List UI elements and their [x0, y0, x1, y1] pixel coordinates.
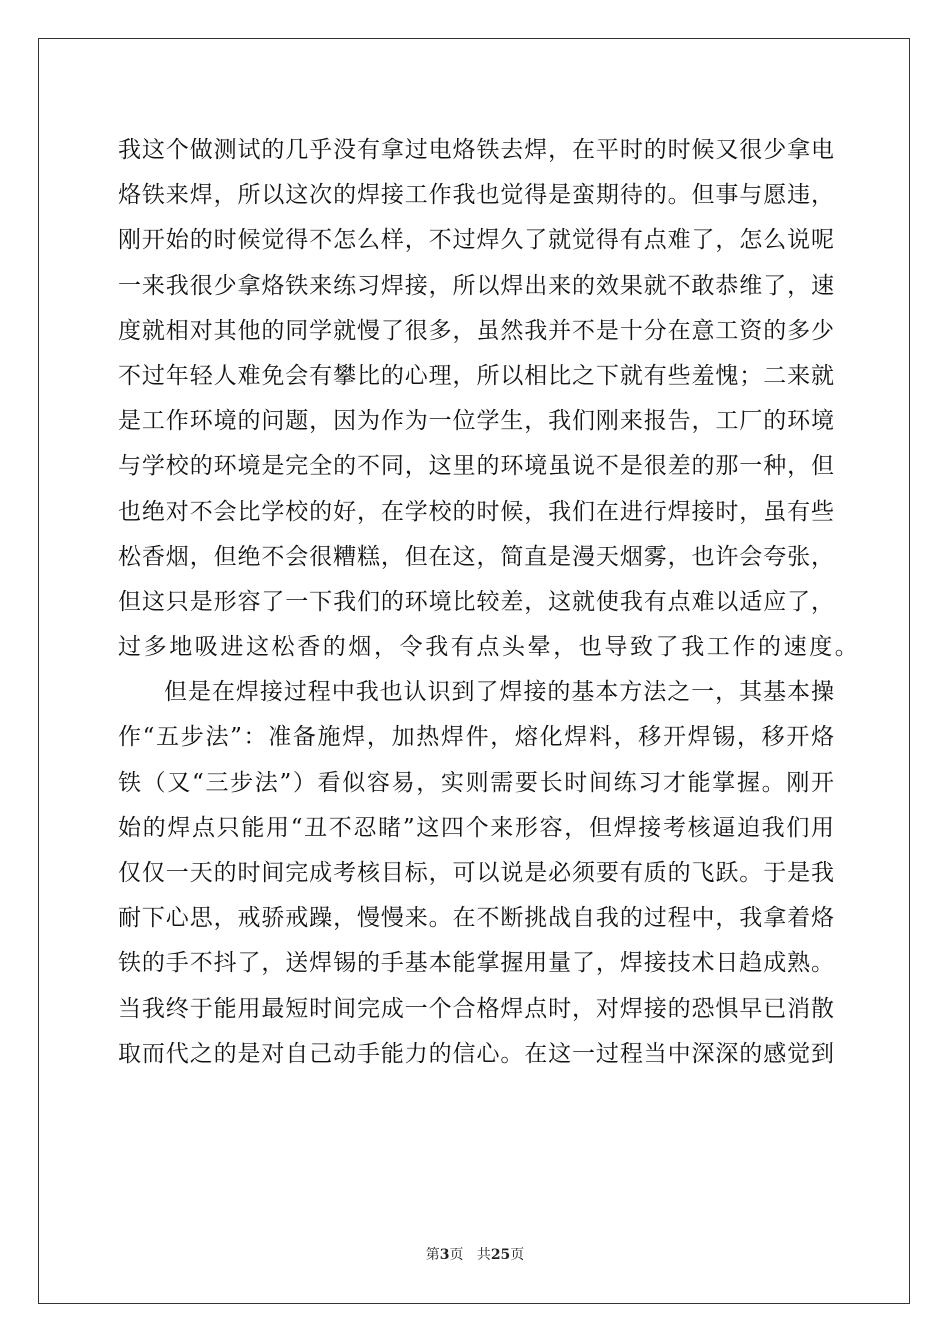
text-line: 不过年轻人难免会有攀比的心理，所以相比之下就有些羞愧；二来就: [118, 362, 834, 389]
document-body: [118, 128, 861, 1077]
text-line: 作“五步法”：准备施焊，加热焊件，熔化焊料，移开焊锡，移开烙: [118, 724, 834, 751]
footer-total-unit: 页: [510, 1247, 525, 1263]
current-page-number: 3: [439, 1247, 450, 1263]
footer-total-prefix: 共: [476, 1247, 491, 1263]
text-line: 度就相对其他的同学就慢了很多，虽然我并不是十分在意工资的多少: [118, 317, 834, 344]
page-footer: [0, 1244, 950, 1264]
text-line: 当我终于能用最短时间完成一个合格焊点时，对焊接的恐惧早已消散: [118, 995, 834, 1022]
total-pages-number: 25: [490, 1247, 511, 1263]
text-line: 是工作环境的问题，因为作为一位学生，我们刚来报告，工厂的环境: [118, 408, 834, 435]
footer-prefix: 第: [425, 1247, 440, 1263]
text-line: 烙铁来焊，所以这次的焊接工作我也觉得是蛮期待的。但事与愿违，: [118, 182, 834, 209]
text-line: 与学校的环境是完全的不同，这里的环境虽说不是很差的那一种，但: [118, 453, 834, 480]
text-line: 取而代之的是对自己动手能力的信心。在这一过程当中深深的感觉到: [118, 1040, 834, 1067]
text-line: 仅仅一天的时间完成考核目标，可以说是必须要有质的飞跃。于是我: [118, 860, 834, 886]
text-line: 一来我很少拿烙铁来练习焊接，所以焊出来的效果就不敢恭维了，速: [118, 272, 834, 299]
paragraph-1: [118, 128, 861, 670]
text-line: 我这个做测试的几乎没有拿过电烙铁去焊，在平时的时候又很少拿电: [118, 137, 834, 163]
footer-page-unit: 页: [449, 1247, 464, 1263]
text-line: 但是在焊接过程中我也认识到了焊接的基本方法之一，其基本操: [164, 679, 834, 706]
text-line: 耐下心思，戒骄戒躁，慢慢来。在不断挑战自我的过程中，我拿着烙: [118, 905, 834, 932]
text-line: 始的焊点只能用“丑不忍睹”这四个来形容，但焊接考核逼迫我们用: [118, 814, 834, 841]
paragraph-2: [118, 670, 834, 1077]
text-line: 过多地吸进这松香的烟，令我有点头晕，也导致了我工作的速度。: [118, 634, 861, 661]
text-line: 铁（又“三步法”）看似容易，实则需要长时间练习才能掌握。刚开: [118, 769, 834, 796]
text-line: 铁的手不抖了，送焊锡的手基本能掌握用量了，焊接技术日趋成熟。: [118, 950, 834, 977]
text-line: 也绝对不会比学校的好，在学校的时候，我们在进行焊接时，虽有些: [118, 498, 834, 525]
text-line: 但这只是形容了一下我们的环境比较差，这就使我有点难以适应了，: [118, 588, 834, 615]
text-line: 松香烟，但绝不会很糟糕，但在这，简直是漫天烟雾，也许会夸张，: [118, 543, 834, 570]
text-line: 刚开始的时候觉得不怎么样，不过焊久了就觉得有点难了，怎么说呢: [118, 227, 834, 254]
